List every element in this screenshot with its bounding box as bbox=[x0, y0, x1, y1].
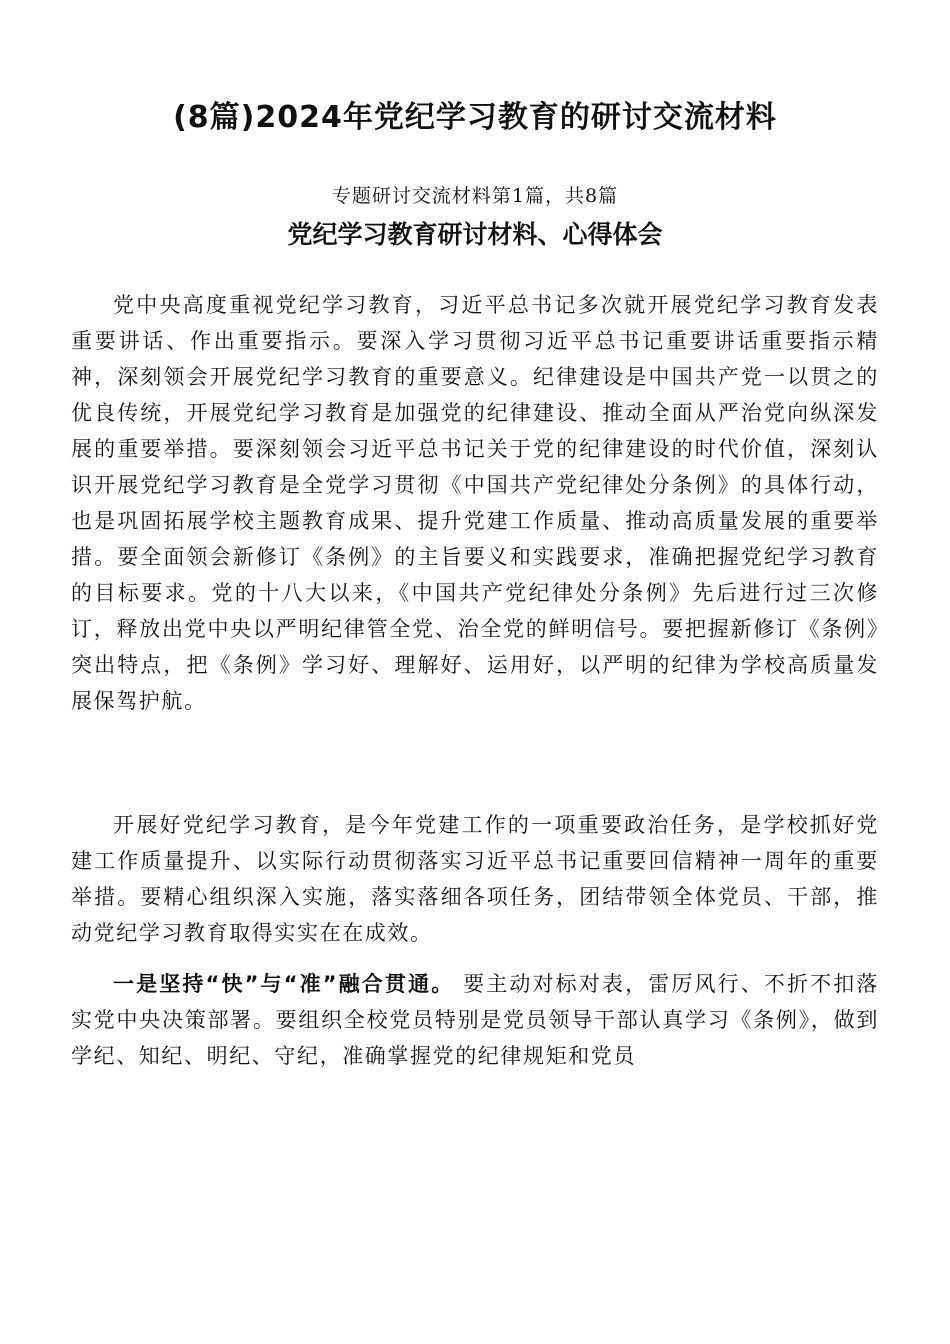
document-subtitle: 专题研讨交流材料第1篇，共8篇 bbox=[331, 185, 619, 207]
section-heading: 党纪学习教育研讨材料、心得体会 bbox=[287, 220, 663, 249]
body-paragraph-3 bbox=[71, 966, 879, 1074]
body-paragraph-1: 党中央高度重视党纪学习教育，习近平总书记多次就开展党纪学习教育发表重要讲话、作出重要指示。要深入学习贯彻习近平总书记重要讲话重要指示精神，深刻领会开展党纪学习教育的重要意义。纪律建设是中国共产党一以贯之的优良传统，开展党纪学习教育是加强党的纪律建设、推动全面从严治党向纵深发展的重要举措。要深刻领会习近平总书记关于党的纪律建设的时代价值，深刻认识开展党纪学习教育是全党学习贯彻《中国共产党纪律处分条例》的具体行动，也是巩固拓展学校主题教育成果、提升党建工作质量、推动高质量发展的重要举措。要全面领会新修订《条例》的主旨要义和实践要求，准确把握党纪学习教育的目标要求。党的十八大以来，《中国共产党纪律处分条例》先后进行过三次修订，释放出党中央以严明纪律管全党、治全党的鲜明信号。要把握新修订《条例》突出特点，把《条例》学习好、理解好、运用好，以严明的纪律为学校高质量发展保驾护航。 bbox=[71, 293, 879, 713]
document-title: (8篇)2024年党纪学习教育的研讨交流材料 bbox=[173, 100, 777, 135]
paragraph-lead-phrase: 一是坚持“快”与“准”融合贯通。 bbox=[113, 972, 455, 996]
paragraph-body-text: 要主动对标对表，雷厉风行、不折不扣落实党中央决策部署。要组织全校党员特别是党员领导干部认真学习《条例》，做到学纪、知纪、明纪、守纪，准确掌握党的纪律规矩和党员 bbox=[71, 972, 879, 1068]
body-paragraph-2: 开展好党纪学习教育，是今年党建工作的一项重要政治任务，是学校抓好党建工作质量提升、以实际行动贯彻落实习近平总书记重要回信精神一周年的重要举措。要精心组织深入实施，落实落细各项任务，团结带领全体党员、干部，推动党纪学习教育取得实实在在成效。 bbox=[71, 813, 879, 945]
